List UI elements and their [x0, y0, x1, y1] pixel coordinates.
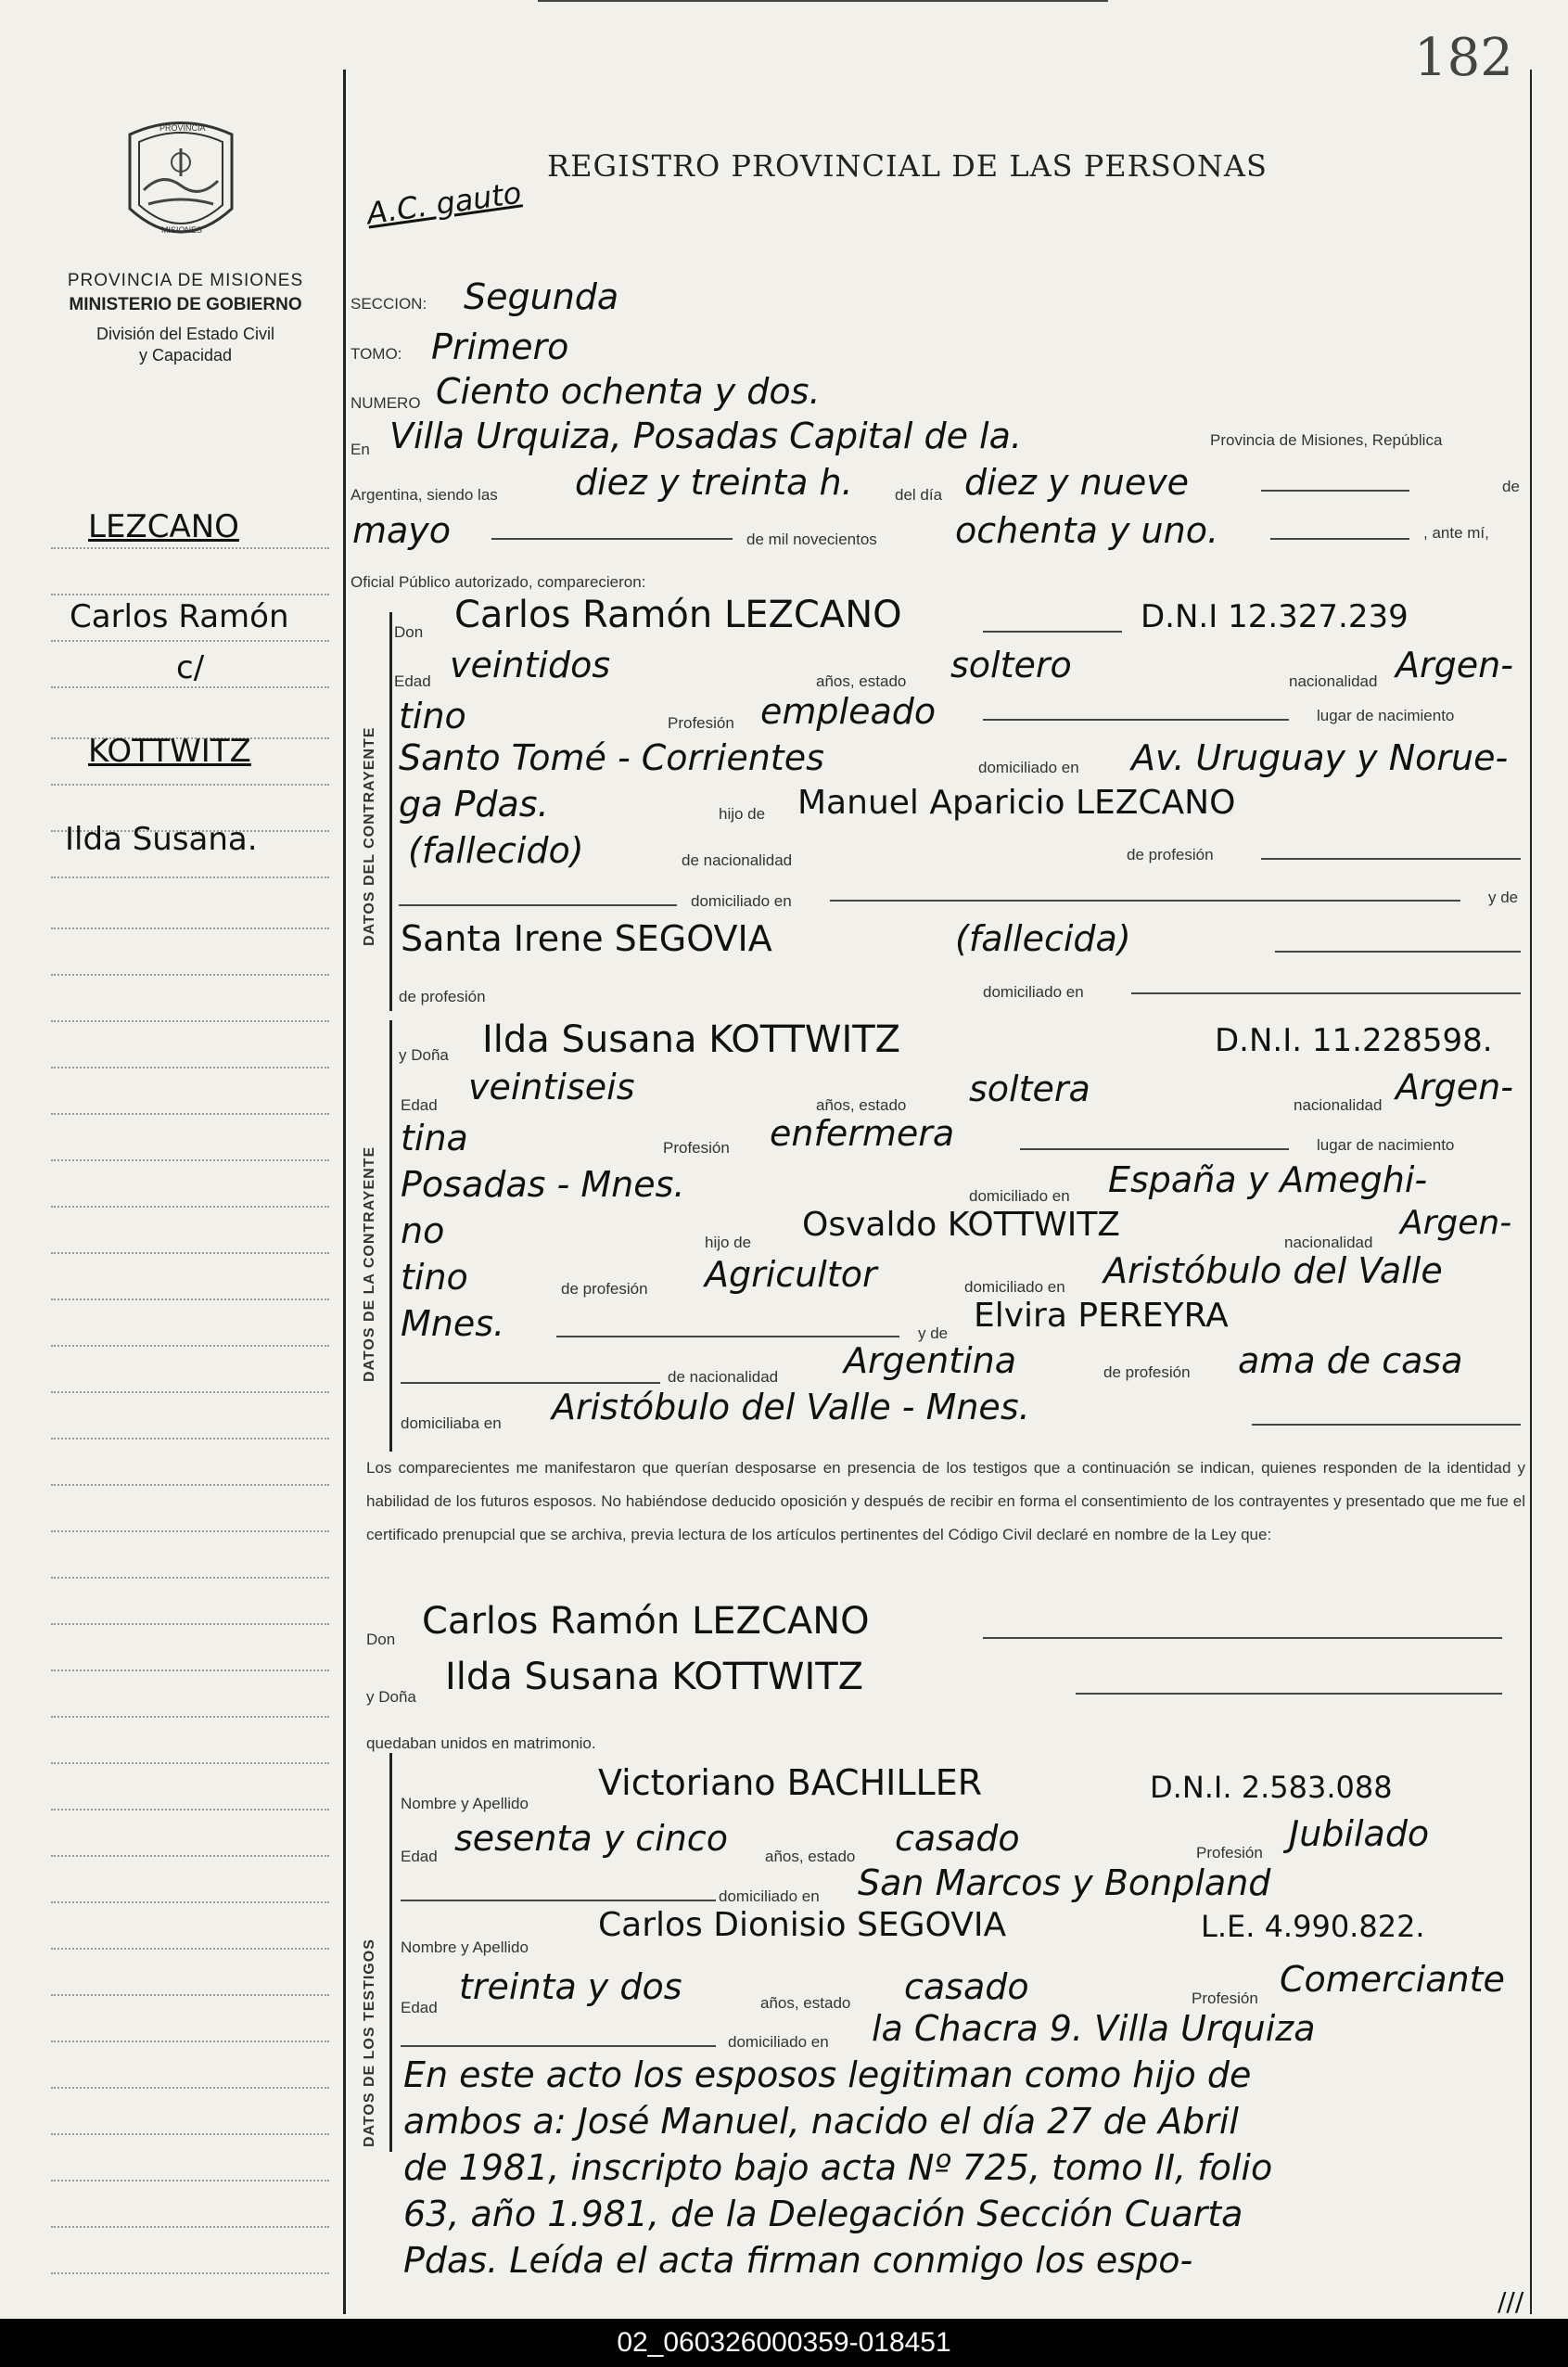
margin-line: [51, 1020, 329, 1022]
margin-line: [51, 594, 329, 595]
margin-surname-groom: LEZCANO: [88, 508, 239, 545]
margin-line: [51, 2133, 329, 2135]
groom-nacionalidad-cont: tino: [399, 696, 466, 736]
label-de-nacionalidad-2: de nacionalidad: [668, 1368, 779, 1386]
bride-father-profesion: Agricultor: [705, 1254, 877, 1295]
margin-line: [51, 1948, 329, 1950]
witness1-name: Victoriano BACHILLER: [598, 1762, 983, 1803]
fill-line: [399, 904, 677, 906]
label-de-profesion-2: de profesión: [399, 988, 486, 1005]
tomo-value: Primero: [431, 326, 569, 367]
label-hijo-de: hijo de: [719, 805, 766, 823]
fill-line: [983, 631, 1122, 633]
margin-line: [51, 1391, 329, 1393]
margin-line: [51, 1206, 329, 1208]
margin-line: [51, 2087, 329, 2089]
right-rule: [1530, 70, 1532, 2314]
mes-value: mayo: [352, 510, 452, 551]
label-profesion: Profesión: [668, 714, 734, 732]
fill-line: [983, 719, 1289, 721]
fill-line: [1275, 951, 1521, 953]
seal-text-top: PROVINCIA: [159, 123, 206, 133]
label-seccion: SECCION:: [351, 295, 427, 313]
margin-line: [51, 1299, 329, 1300]
label-profesion-2: Profesión: [663, 1139, 730, 1157]
witness2-profesion: Comerciante: [1280, 1959, 1505, 2000]
margin-given-groom: Carlos Ramón: [70, 598, 289, 635]
label-domiciliado-7: domiciliado en: [728, 2033, 829, 2051]
margin-line: [51, 686, 329, 688]
label-lugar-nacimiento: lugar de nacimiento: [1317, 707, 1455, 724]
label-domiciliaba: domiciliaba en: [401, 1414, 502, 1432]
annotation-line-5: Pdas. Leída el acta firman conmigo los espo-: [403, 2240, 1193, 2281]
annotation-line-3: de 1981, inscripto bajo acta Nº 725, tomo II, folio: [403, 2147, 1273, 2188]
corner-annotation: A.C. gauto: [364, 174, 524, 232]
label-profesion-4: Profesión: [1192, 1990, 1258, 2007]
margin-line: [51, 1345, 329, 1347]
fill-line: [401, 1382, 660, 1384]
witness2-edad: treinta y dos: [459, 1966, 682, 2007]
margin-line: [51, 1159, 329, 1161]
margin-line: [51, 1577, 329, 1579]
bride-profesion: enfermera: [770, 1113, 955, 1154]
label-de: de: [1502, 478, 1520, 495]
anio-value: ochenta y uno.: [955, 510, 1219, 551]
label-edad-2: Edad: [401, 1096, 438, 1114]
label-del-dia: del día: [895, 486, 943, 504]
margin-line: [51, 928, 329, 929]
bride-name: Ilda Susana KOTTWITZ: [482, 1018, 901, 1061]
groom-domicilio-cont: ga Pdas.: [399, 784, 549, 825]
fill-line: [983, 1637, 1502, 1639]
margin-given-bride: Ilda Susana.: [65, 821, 258, 858]
margin-line: [51, 1716, 329, 1718]
side-label-testigos: DATOS DE LOS TESTIGOS: [362, 1938, 377, 2147]
side-label-contrayente2: DATOS DE LA CONTRAYENTE: [362, 1145, 377, 1382]
margin-line: [51, 1067, 329, 1068]
label-anos-estado-2: años, estado: [816, 1096, 907, 1114]
label-domiciliado-4: domiciliado en: [969, 1187, 1070, 1205]
margin-line: [51, 1901, 329, 1903]
seal-text-bottom: MISIONES: [161, 225, 203, 235]
margin-line: [51, 1809, 329, 1810]
page-number: 182: [1414, 28, 1513, 88]
label-edad: Edad: [394, 672, 431, 690]
margin-rule: [343, 70, 346, 2314]
hora-value: diez y treinta h.: [575, 462, 853, 503]
margin-line: [51, 640, 329, 642]
numero-value: Ciento ochenta y dos.: [436, 371, 821, 412]
united-don: Carlos Ramón LEZCANO: [422, 1600, 870, 1643]
bride-dni: D.N.I. 11.228598.: [1215, 1022, 1493, 1059]
margin-line: [51, 1855, 329, 1857]
label-de-profesion: de profesión: [1127, 846, 1214, 864]
margin-line: [51, 1994, 329, 1996]
fill-line: [830, 900, 1460, 902]
label-hijo-de-2: hijo de: [705, 1234, 752, 1251]
fill-line: [1270, 538, 1409, 540]
label-provincia: Provincia de Misiones, República: [1210, 431, 1443, 449]
bride-mother: Elvira PEREYRA: [974, 1297, 1229, 1335]
groom-mother-status: (fallecida): [955, 918, 1131, 959]
contrayente2-rule: [389, 1020, 392, 1452]
label-de-mil: de mil novecientos: [746, 531, 877, 548]
label-domiciliado-6: domiciliado en: [719, 1887, 820, 1905]
margin-line: [51, 1438, 329, 1439]
bride-nacionalidad: Argen-: [1396, 1067, 1513, 1107]
label-nacionalidad-2: nacionalidad: [1294, 1096, 1383, 1114]
bride-estado: soltera: [969, 1068, 1090, 1109]
witness1-estado: casado: [895, 1818, 1020, 1859]
witness1-dni: D.N.I. 2.583.088: [1150, 1770, 1393, 1805]
fill-line: [401, 1900, 716, 1901]
contrayente1-rule: [389, 612, 392, 1011]
provincial-seal: [121, 116, 241, 250]
label-domiciliado-5: domiciliado en: [964, 1278, 1065, 1296]
label-domiciliado: domiciliado en: [978, 759, 1079, 776]
agency-division: División del Estado Civil: [96, 325, 275, 343]
agency-capacity: y Capacidad: [138, 346, 233, 365]
margin-line: [51, 2041, 329, 2042]
testigos-rule: [389, 1753, 392, 2152]
annotation-line-2: ambos a: José Manuel, nacido el día 27 de Abril: [403, 2101, 1239, 2142]
fill-line: [1261, 858, 1521, 860]
groom-father-status: (fallecido): [408, 830, 584, 871]
fill-line: [556, 1336, 899, 1337]
groom-domicilio: Av. Uruguay y Norue-: [1131, 737, 1509, 778]
label-domiciliado-3: domiciliado en: [983, 983, 1084, 1001]
label-quedaban: quedaban unidos en matrimonio.: [366, 1734, 596, 1752]
label-en: En: [351, 441, 370, 458]
margin-line: [51, 1670, 329, 1671]
dia-value: diez y nueve: [964, 462, 1190, 503]
bride-domicilio: España y Ameghi-: [1108, 1159, 1428, 1200]
groom-estado: soltero: [950, 645, 1072, 685]
label-don-2: Don: [366, 1631, 396, 1648]
margin-line: [51, 1530, 329, 1532]
fill-line: [1076, 1693, 1502, 1695]
bride-mother-domicilio: Aristóbulo del Valle - Mnes.: [552, 1387, 1030, 1427]
bride-mother-profesion: ama de casa: [1238, 1340, 1463, 1381]
label-anos-estado: años, estado: [816, 672, 907, 690]
margin-line: [51, 1762, 329, 1764]
agency-block: [37, 271, 334, 365]
label-profesion-3: Profesión: [1196, 1844, 1263, 1862]
margin-line: [51, 974, 329, 976]
seccion-value: Segunda: [464, 276, 619, 317]
bride-father: Osvaldo KOTTWITZ: [802, 1206, 1120, 1244]
margin-line: [51, 2226, 329, 2228]
annotation-line-1: En este acto los esposos legitiman como hijo de: [403, 2054, 1252, 2095]
bride-lugar-nacimiento: Posadas - Mnes.: [401, 1164, 685, 1205]
fill-line: [1131, 992, 1521, 994]
label-edad-3: Edad: [401, 1848, 438, 1865]
bride-edad: veintiseis: [468, 1067, 635, 1107]
lugar-value: Villa Urquiza, Posadas Capital de la.: [389, 416, 1022, 456]
united-dona: Ilda Susana KOTTWITZ: [445, 1656, 864, 1698]
bride-father-nacionalidad-cont: tino: [401, 1257, 468, 1298]
margin-line: [51, 784, 329, 786]
witness2-domicilio: la Chacra 9. Villa Urquiza: [872, 2008, 1316, 2049]
label-oficial: Oficial Público autorizado, comparecieron:: [351, 573, 646, 591]
witness2-name: Carlos Dionisio SEGOVIA: [598, 1906, 1007, 1944]
label-nombre-apellido-2: Nombre y Apellido: [401, 1938, 529, 1956]
fill-line: [1020, 1148, 1289, 1150]
witness2-dni: L.E. 4.990.822.: [1201, 1909, 1425, 1944]
bride-nacionalidad-cont: tina: [401, 1118, 468, 1158]
margin-conjunction: c/: [176, 649, 205, 686]
label-edad-4: Edad: [401, 1999, 438, 2016]
fill-line: [1261, 490, 1409, 492]
fill-line: [491, 538, 733, 540]
bride-father-domicilio-cont: Mnes.: [401, 1303, 505, 1344]
margin-line: [51, 1252, 329, 1254]
annotation-line-4: 63, año 1.981, de la Delegación Sección Cuarta: [403, 2194, 1243, 2234]
margin-line: [51, 876, 329, 878]
label-y-dona-2: y Doña: [366, 1688, 416, 1706]
declaration-text: Los comparecientes me manifestaron que querían desposarse en presencia de los testigos que a continuación se indican, quienes responden de la identidad y habilidad de los futuros esposos. No habiéndose deducido oposición y después de recibir en forma el consentimiento de los contrayentes y presentado que me fue el certificado prenupcial que se archiva, previa lectura de los artículos pertinentes del Código Civil declaré en nombre de la Ley que:: [366, 1459, 1525, 1543]
margin-line: [51, 1113, 329, 1115]
margin-line: [51, 1484, 329, 1486]
groom-dni: D.N.I 12.327.239: [1141, 598, 1409, 635]
agency-province: PROVINCIA DE MISIONES: [67, 271, 304, 290]
label-tomo: TOMO:: [351, 345, 402, 363]
label-nacionalidad-3: nacionalidad: [1284, 1234, 1373, 1251]
witness1-profesion: Jubilado: [1289, 1813, 1430, 1854]
groom-nacionalidad: Argen-: [1396, 645, 1513, 685]
agency-ministry: MINISTERIO DE GOBIERNO: [69, 295, 302, 314]
margin-line: [51, 2272, 329, 2274]
witness1-edad: sesenta y cinco: [454, 1818, 728, 1859]
registry-title: REGISTRO PROVINCIAL DE LAS PERSONAS: [547, 148, 1268, 184]
groom-name: Carlos Ramón LEZCANO: [454, 594, 902, 636]
margin-surname-bride: KOTTWITZ: [88, 733, 251, 770]
label-ante-mi: , ante mí,: [1423, 524, 1489, 542]
label-argentina-siendo: Argentina, siendo las: [351, 486, 498, 504]
groom-lugar-nacimiento: Santo Tomé - Corrientes: [399, 737, 824, 778]
label-de-nacionalidad: de nacionalidad: [682, 851, 793, 869]
bride-father-nacionalidad: Argen-: [1400, 1204, 1512, 1242]
label-de-profesion-3: de profesión: [561, 1280, 648, 1298]
label-don: Don: [394, 623, 424, 641]
label-domiciliado-2: domiciliado en: [691, 892, 792, 910]
label-anos-estado-4: años, estado: [760, 1994, 851, 2012]
bride-father-domicilio: Aristóbulo del Valle: [1103, 1250, 1443, 1291]
label-lugar-nacimiento-2: lugar de nacimiento: [1317, 1136, 1455, 1154]
fill-line: [1252, 1424, 1521, 1426]
groom-edad: veintidos: [450, 645, 611, 685]
footer-code: 02_060326000359-018451: [0, 2319, 1568, 2367]
groom-mother: Santa Irene SEGOVIA: [401, 918, 772, 959]
witness1-domicilio: San Marcos y Bonpland: [858, 1862, 1271, 1903]
witness2-estado: casado: [904, 1966, 1029, 2007]
label-y-dona: y Doña: [399, 1046, 449, 1064]
label-nombre-apellido: Nombre y Apellido: [401, 1795, 529, 1812]
margin-line: [51, 1623, 329, 1625]
label-anos-estado-3: años, estado: [765, 1848, 856, 1865]
label-y-de-2: y de: [918, 1324, 949, 1342]
bride-domicilio-cont: no: [401, 1210, 445, 1251]
label-y-de: y de: [1488, 889, 1519, 906]
bride-mother-nacionalidad: Argentina: [844, 1340, 1017, 1381]
annotation-tail: ///: [1498, 2286, 1524, 2317]
margin-line: [51, 2180, 329, 2181]
fill-line: [401, 2045, 716, 2047]
label-numero: NUMERO: [351, 394, 421, 412]
groom-father: Manuel Aparicio LEZCANO: [797, 784, 1236, 822]
margin-line: [51, 547, 329, 549]
side-label-contrayente1: DATOS DEL CONTRAYENTE: [362, 726, 377, 946]
fill-line: [538, 0, 974, 2]
label-de-profesion-4: de profesión: [1103, 1363, 1191, 1381]
label-nacionalidad: nacionalidad: [1289, 672, 1378, 690]
groom-profesion: empleado: [760, 691, 937, 732]
